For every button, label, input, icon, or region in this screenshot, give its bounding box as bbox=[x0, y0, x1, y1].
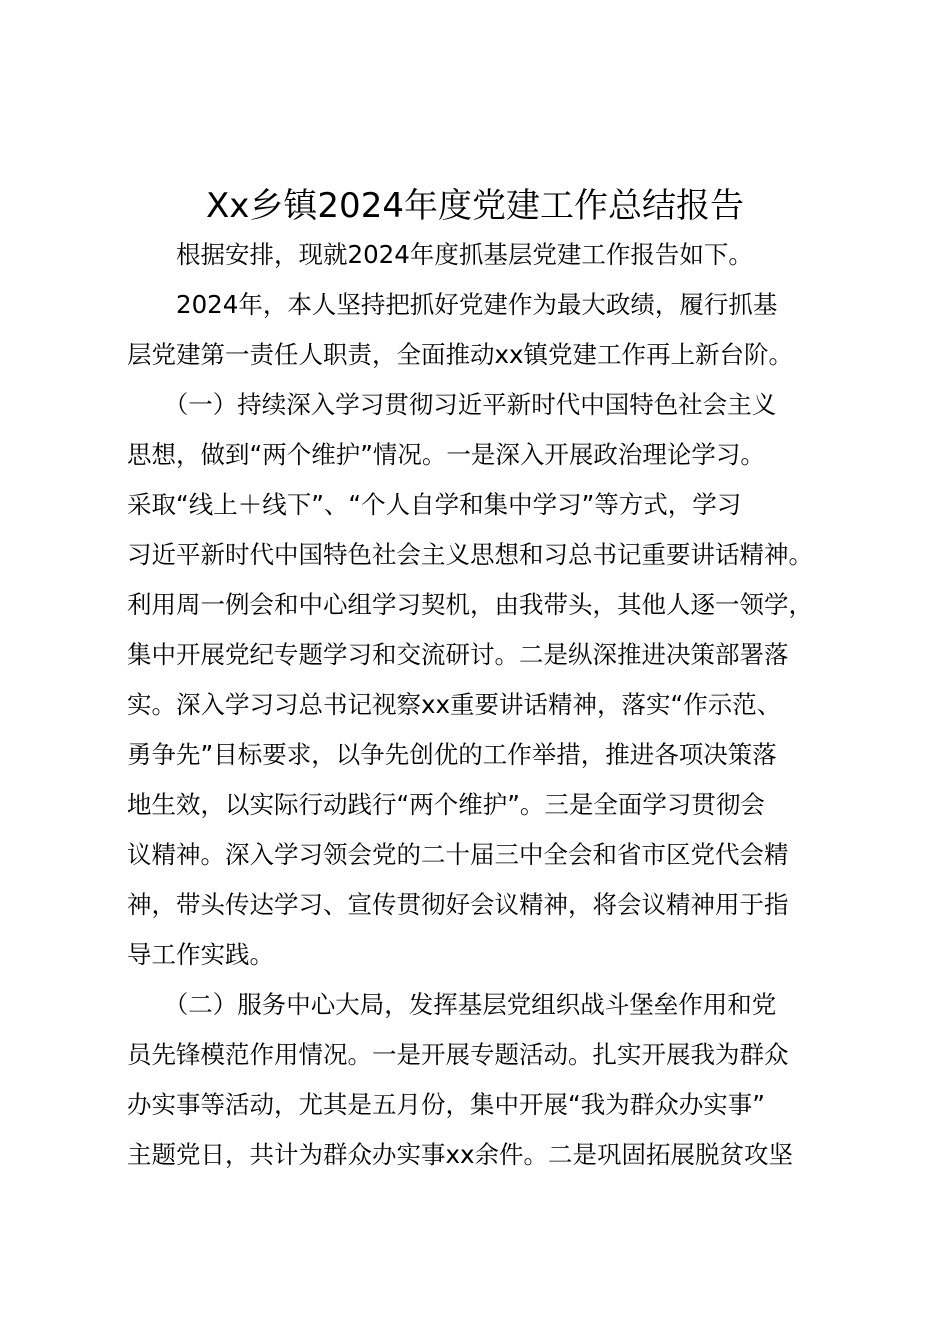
text-line: 议精神。深入学习领会党的二十届三中全会和省市区党代会精 bbox=[127, 840, 789, 869]
text-line: 主题党日，共计为群众办实事xx余件。二是巩固拓展脱贫攻坚 bbox=[127, 1140, 793, 1169]
text-line: 思想，做到“两个维护”情况。一是深入开展政治理论学习。 bbox=[127, 440, 765, 469]
text-line: （二）服务中心大局，发挥基层党组织战斗堡垒作用和党 bbox=[127, 990, 777, 1019]
text-line: 办实事等活动，尤其是五月份，集中开展“我为群众办实事” bbox=[127, 1090, 765, 1119]
text-line: 地生效，以实际行动践行“两个维护”。三是全面学习贯彻会 bbox=[127, 790, 765, 819]
document-title: Xx乡镇2024年度党建工作总结报告 bbox=[206, 186, 744, 226]
text-line: 根据安排，现就2024年度抓基层党建工作报告如下。 bbox=[127, 240, 753, 269]
text-line: 2024年，本人坚持把抓好党建作为最大政绩，履行抓基 bbox=[127, 290, 778, 319]
text-line: 神，带头传达学习、宣传贯彻好会议精神，将会议精神用于指 bbox=[127, 890, 789, 919]
text-line: 实。深入学习习总书记视察xx重要讲话精神，落实“作示范、 bbox=[127, 690, 782, 719]
text-line: 勇争先”目标要求，以争先创优的工作举措，推进各项决策落 bbox=[127, 740, 777, 769]
text-line: 集中开展党纪专题学习和交流研讨。二是纵深推进决策部署落 bbox=[127, 640, 789, 669]
text-line: 导工作实践。 bbox=[127, 940, 274, 969]
text-line: 员先锋模范作用情况。一是开展专题活动。扎实开展我为群众 bbox=[127, 1040, 789, 1069]
text-line: 采取“线上＋线下”、“个人自学和集中学习”等方式，学习 bbox=[127, 490, 742, 519]
text-line: 利用周一例会和中心组学习契机，由我带头，其他人逐一领学， bbox=[127, 590, 813, 619]
text-line: 层党建第一责任人职责，全面推动xx镇党建工作再上新台阶。 bbox=[127, 340, 793, 369]
text-line: （一）持续深入学习贯彻习近平新时代中国特色社会主义 bbox=[127, 390, 777, 419]
text-line: 习近平新时代中国特色社会主义思想和习总书记重要讲话精神。 bbox=[127, 540, 813, 569]
